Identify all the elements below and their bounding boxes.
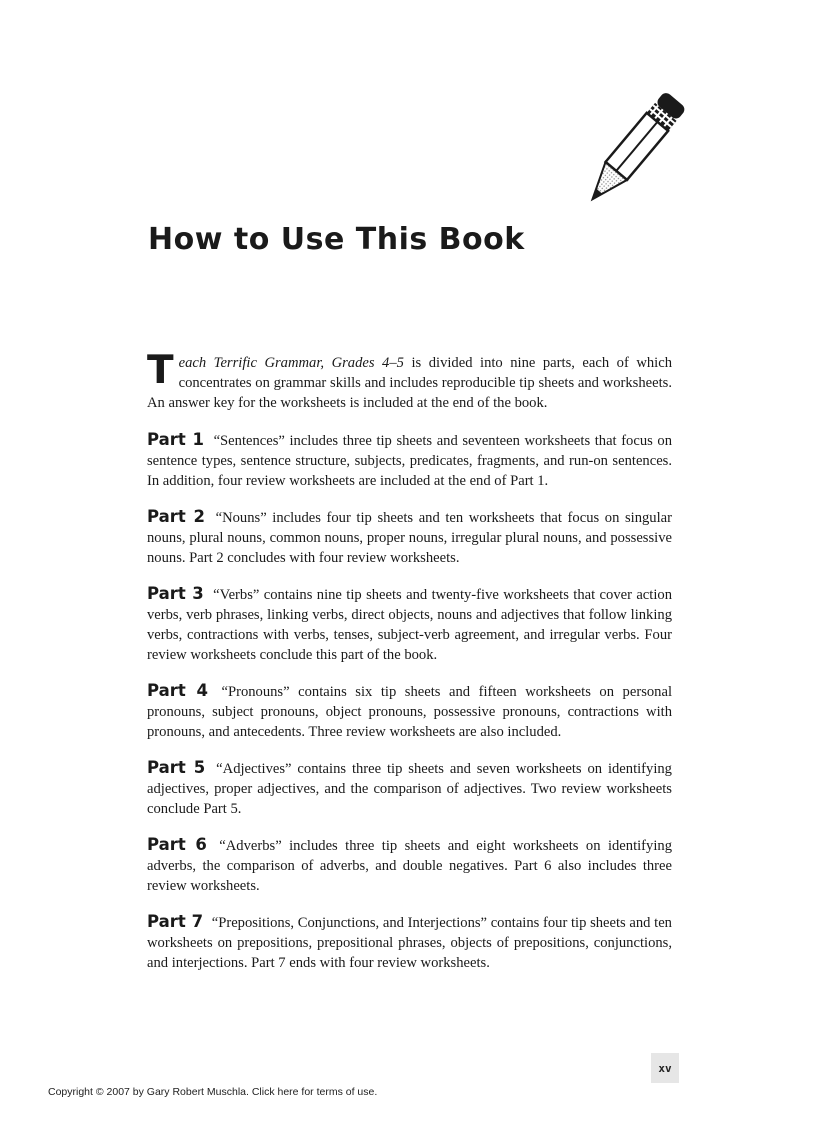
pencil-icon [572, 90, 694, 212]
part-paragraph [147, 912, 672, 973]
part-paragraph [147, 430, 672, 491]
part-label: Part 4 [147, 681, 208, 700]
part-label: Part 2 [147, 507, 205, 526]
intro-paragraph [147, 348, 673, 413]
part-paragraph [147, 507, 672, 568]
part-text: “Prepositions, Conjunctions, and Interjections” contains four tip sheets and ten worksheets on prepositions, prepositional phrases, objects of prepositions, conjunctions, and interjections. Part 7 ends with four review worksheets. [147, 915, 672, 971]
part-paragraph [147, 835, 672, 896]
part-label: Part 5 [147, 758, 206, 777]
part-text: “Nouns” includes four tip sheets and ten worksheets that focus on singular nouns, plural nouns, common nouns, proper nouns, irregular plural nouns, and possessive nouns. Part 2 concludes with four review worksheets. [147, 510, 672, 566]
book-title: each Terrific Grammar, Grades 4–5 [178, 355, 404, 371]
part-label: Part 6 [147, 835, 207, 854]
part-paragraph [147, 758, 672, 819]
part-text: “Pronouns” contains six tip sheets and fifteen worksheets on personal pronouns, subject pronouns, object pronouns, possessive pronouns, contractions with pronouns, and antecedents. Three review worksheets are also included. [147, 684, 672, 740]
part-paragraph [147, 681, 672, 742]
page-number: xv [651, 1053, 679, 1083]
part-text: “Adverbs” includes three tip sheets and eight worksheets on identifying adverbs, the comparison of adverbs, and double negatives. Part 6 also includes three review worksheets. [147, 838, 672, 894]
intro-text: is divided into nine parts, each of which concentrates on grammar skills and includes reproducible tip sheets and worksheets. An answer key for the worksheets is included at the end of the book. [147, 355, 673, 411]
part-label: Part 7 [147, 912, 204, 931]
part-label: Part 1 [147, 430, 204, 449]
copyright-link[interactable]: Copyright © 2007 by Gary Robert Muschla. Click here for terms of use. [48, 1086, 378, 1098]
body-text [147, 348, 673, 989]
page-title: How to Use This Book [148, 222, 525, 257]
drop-cap: T [147, 348, 174, 393]
part-label: Part 3 [147, 584, 204, 603]
part-text: “Sentences” includes three tip sheets and seventeen worksheets that focus on sentence types, sentence structure, subjects, predicates, fragments, and run-on sentences. In addition, four review worksheets are included at the end of Part 1. [147, 433, 672, 489]
part-paragraph [147, 584, 672, 665]
part-text: “Verbs” contains nine tip sheets and twenty-five worksheets that cover action verbs, verb phrases, linking verbs, direct objects, nouns and adjectives that follow linking verbs, contractions with verbs, tenses, subject-verb agreement, and irregular verbs. Four review worksheets conclude this part of the book. [147, 587, 672, 663]
part-text: “Adjectives” contains three tip sheets and seven worksheets on identifying adjectives, proper adjectives, and the comparison of adjectives. Two review worksheets conclude Part 5. [147, 761, 672, 817]
